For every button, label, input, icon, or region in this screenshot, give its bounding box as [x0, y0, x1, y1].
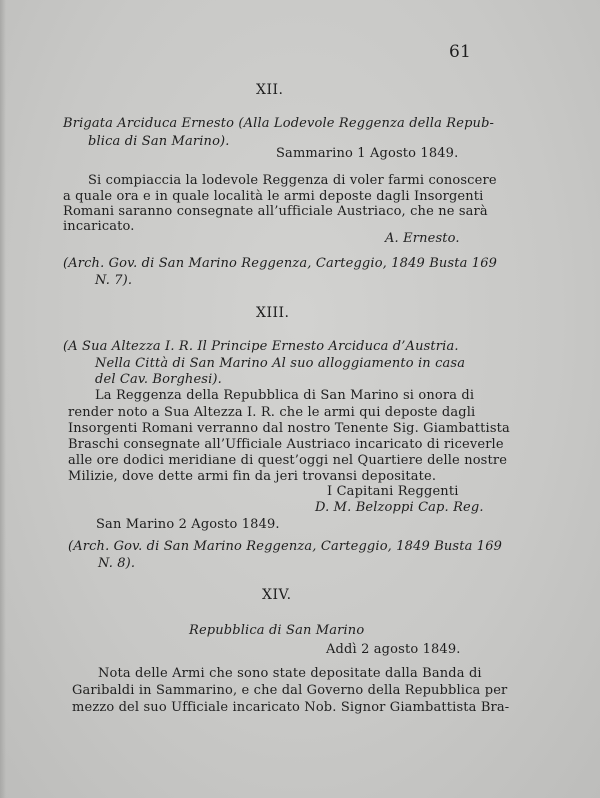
body-line: incaricato. [63, 219, 135, 234]
archive-reference: N. 7). [95, 273, 133, 288]
addressee-line: Brigata Arciduca Ernesto (Alla Lodevole Reggenza della Repub- [63, 116, 495, 131]
binding-shadow [0, 0, 6, 798]
body-line: Garibaldi in Sammarino, e che dal Governo della Repubblica per [72, 683, 508, 698]
signature: A. Ernesto. [385, 231, 460, 246]
letter-date: San Marino 2 Agosto 1849. [96, 517, 280, 532]
body-line: Romani saranno consegnate all’ufficiale Austriaco, che ne sarà [63, 204, 488, 219]
section-heading-xiv: XIV. [262, 587, 292, 603]
signatory-title: I Capitani Reggenti [327, 484, 459, 499]
section-heading-xii: XII. [256, 82, 284, 98]
addressee-line: del Cav. Borghesi). [95, 372, 222, 387]
body-line: Si compiaccia la lodevole Reggenza di voler farmi conoscere [88, 173, 497, 188]
body-line: Insorgenti Romani verranno dal nostro Tenente Sig. Giambattista [68, 421, 510, 436]
body-line: Braschi consegnate all’Ufficiale Austriaco incaricato di riceverle [68, 437, 504, 452]
archive-reference: N. 8). [98, 556, 136, 571]
body-line: mezzo del suo Ufficiale incaricato Nob. Signor Giambattista Bra- [72, 700, 510, 715]
body-line: alle ore dodici meridiane di quest’oggi nel Quartiere delle nostre [68, 453, 508, 468]
addressee-line: (A Sua Altezza I. R. Il Principe Ernesto Arciduca d’Austria. [63, 339, 459, 354]
section-heading-xiii: XIII. [256, 305, 290, 321]
archive-reference: (Arch. Gov. di San Marino Reggenza, Carteggio, 1849 Busta 169 [68, 539, 503, 554]
addressee-line: Nella Città di San Marino Al suo alloggiamento in casa [95, 356, 466, 371]
archive-reference: (Arch. Gov. di San Marino Reggenza, Carteggio, 1849 Busta 169 [63, 256, 498, 271]
body-line: render noto a Sua Altezza I. R. che le armi qui deposte dagli [68, 405, 476, 420]
document-heading: Repubblica di San Marino [189, 623, 365, 638]
body-line: Nota delle Armi che sono state depositate dalla Banda di [98, 666, 482, 681]
signature: D. M. Belzoppi Cap. Reg. [315, 500, 484, 515]
letter-date: Addì 2 agosto 1849. [326, 642, 461, 657]
body-line: La Reggenza della Repubblica di San Marino si onora di [95, 388, 475, 403]
addressee-line: blica di San Marino). [88, 134, 230, 149]
body-line: a quale ora e in quale località le armi deposte dagli Insorgenti [63, 189, 484, 204]
page-number: 61 [449, 42, 471, 62]
letter-date: Sammarino 1 Agosto 1849. [276, 146, 459, 161]
body-line: Milizie, dove dette armi fin da jeri trovansi depositate. [68, 469, 437, 484]
